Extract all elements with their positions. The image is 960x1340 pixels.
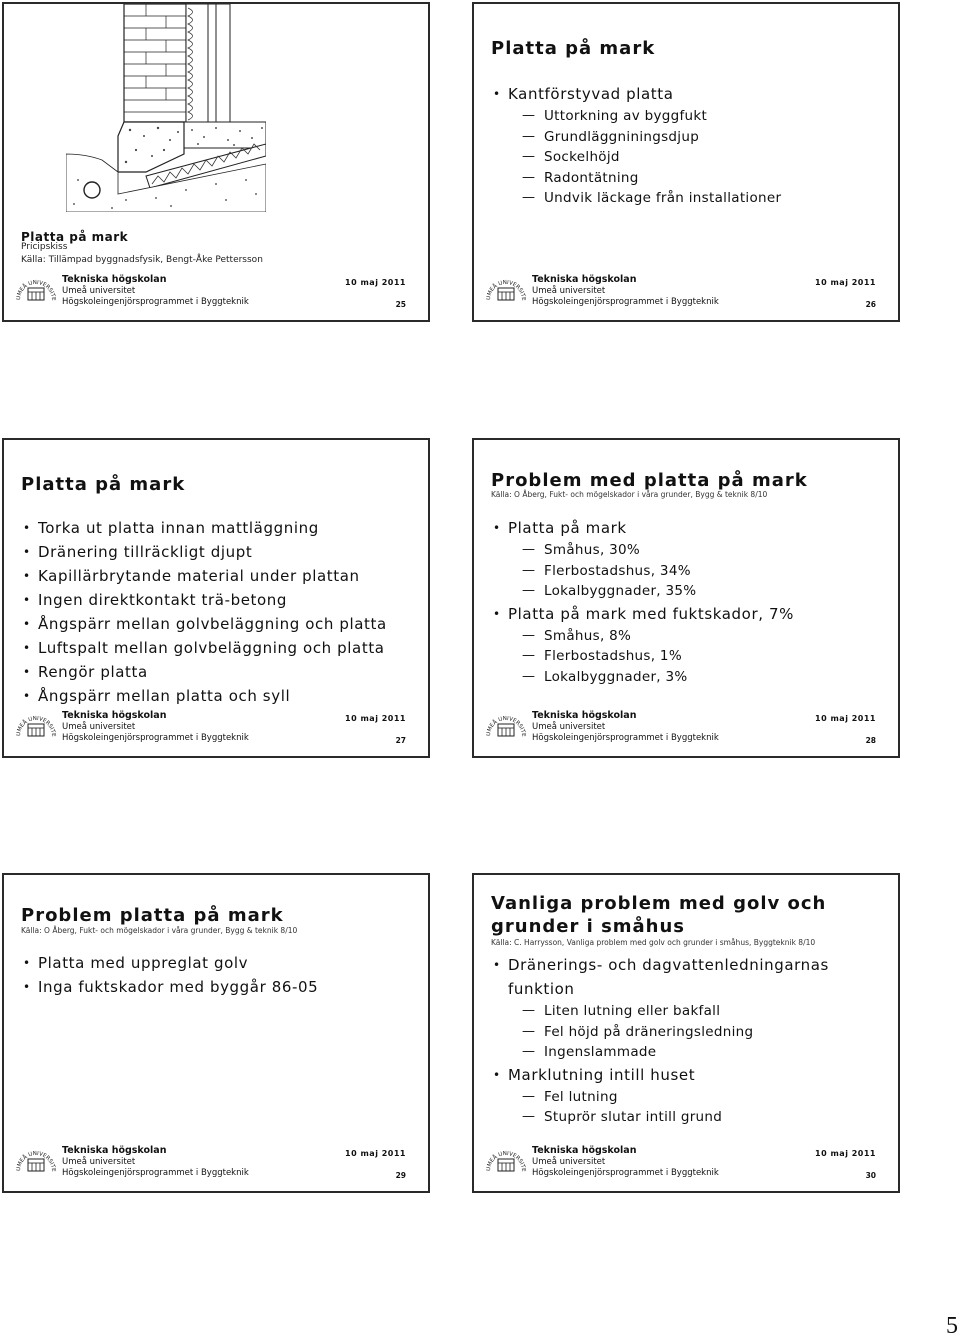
slide-footer xyxy=(474,1139,898,1191)
sub-item: — Grundläggniningsdjup xyxy=(508,127,888,148)
sub-item: — Lokalbyggnader, 35% xyxy=(508,581,888,602)
figure-caption: Pricipskiss xyxy=(21,242,68,252)
sub-item: — Sockelhöjd xyxy=(508,147,888,168)
sub-list xyxy=(508,540,888,602)
bullet-item: • Rengör platta xyxy=(22,660,418,684)
slide-title: Platta på mark xyxy=(491,38,656,59)
svg-text:UMEÅ UNIVERSITET: UMEÅ UNIVERSITE xyxy=(15,1150,57,1172)
bullet-list xyxy=(492,82,888,209)
slide-title-line-2: grunder i småhus xyxy=(491,916,686,937)
page-number: 5 xyxy=(946,1313,958,1339)
sub-item: — Flerbostadshus, 1% xyxy=(508,646,888,667)
bullet-item: • Ångspärr mellan golvbeläggning och platta xyxy=(22,612,418,636)
sub-item: — Småhus, 30% xyxy=(508,540,888,561)
sub-list xyxy=(508,106,888,209)
svg-text:UMEÅ UNIVERSITET: UMEÅ UNIVERSITE xyxy=(15,279,57,301)
university-name: Umeå universitet xyxy=(62,722,136,732)
university-seal-icon xyxy=(14,1143,58,1183)
slide-title: Platta på mark xyxy=(21,230,129,244)
slide-date: 10 maj 2011 xyxy=(345,714,406,723)
bullet-item: • Ångspärr mellan platta och syll xyxy=(22,684,418,708)
bullet-item: • Luftspalt mellan golvbeläggning och platta xyxy=(22,636,418,660)
sub-list xyxy=(508,1087,888,1128)
bullet-item: • Inga fuktskador med byggår 86-05 xyxy=(22,975,418,999)
slide-footer xyxy=(474,704,898,756)
slide-number: 30 xyxy=(865,1171,876,1180)
slide-number: 29 xyxy=(395,1171,406,1180)
sub-item: — Flerbostadshus, 34% xyxy=(508,561,888,582)
sub-list xyxy=(508,1001,888,1063)
svg-text:UMEÅ UNIVERSITET: UMEÅ UNIVERSITE xyxy=(485,279,527,301)
svg-text:UMEÅ UNIVERSITET: UMEÅ UNIVERSITE xyxy=(485,715,527,737)
institution-name: Tekniska högskolan xyxy=(532,274,637,285)
sub-item: — Fel lutning xyxy=(508,1087,888,1108)
svg-text:UMEÅ UNIVERSITET: UMEÅ UNIVERSITE xyxy=(485,1150,527,1172)
program-name: Högskoleingenjörsprogrammet i Byggteknik xyxy=(532,1168,719,1178)
bullet-item: • Ingen direktkontakt trä-betong xyxy=(22,588,418,612)
slide-number: 25 xyxy=(395,300,406,309)
program-name: Högskoleingenjörsprogrammet i Byggteknik xyxy=(62,297,249,307)
sub-item: — Ingenslammade xyxy=(508,1042,888,1063)
university-name: Umeå universitet xyxy=(532,1157,606,1167)
bullet-item: • Platta med uppreglat golv xyxy=(22,951,418,975)
bullet-item: • Platta på mark med fuktskador, 7% — Småhus, 8% — Flerbostadshus, 1% — Lokalbyggnader, 3% xyxy=(492,602,888,688)
university-seal-icon xyxy=(14,272,58,312)
slide-source: Källa: O Åberg, Fukt- och mögelskador i våra grunder, Bygg & teknik 8/10 xyxy=(21,926,298,935)
figure-source: Källa: Tillämpad byggnadsfysik, Bengt-Åke Pettersson xyxy=(21,255,263,265)
university-seal-icon xyxy=(484,708,528,748)
foundation-drawing xyxy=(66,4,266,212)
bullet-item: • Platta på mark — Småhus, 30% — Flerbostadshus, 34% — Lokalbyggnader, 35% xyxy=(492,516,888,602)
sub-item: — Liten lutning eller bakfall xyxy=(508,1001,888,1022)
svg-text:UMEÅ UNIVERSITET: UMEÅ UNIVERSITE xyxy=(15,715,57,737)
sub-list xyxy=(508,626,888,688)
slide-29 xyxy=(2,873,430,1193)
sub-item: — Fel höjd på dräneringsledning xyxy=(508,1022,888,1043)
institution-name: Tekniska högskolan xyxy=(62,1145,167,1156)
slide-27 xyxy=(2,438,430,758)
slide-number: 26 xyxy=(865,300,876,309)
bullet-item: • Dränerings- och dagvattenledningarnas funktion — Liten lutning eller bakfall — Fel höjd på dräneringsledning — Ingenslammade xyxy=(492,953,888,1063)
sub-item: — Undvik läckage från installationer xyxy=(508,188,888,209)
slide-date: 10 maj 2011 xyxy=(815,278,876,287)
bullet-list xyxy=(22,951,418,999)
bullet-item: • Dränering tillräckligt djupt xyxy=(22,540,418,564)
slide-date: 10 maj 2011 xyxy=(815,714,876,723)
sub-item: — Radontätning xyxy=(508,168,888,189)
university-name: Umeå universitet xyxy=(62,286,136,296)
slide-footer xyxy=(474,268,898,320)
slide-footer xyxy=(4,1139,428,1191)
slide-title-line-1: Vanliga problem med golv och xyxy=(491,893,827,914)
sub-item: — Lokalbyggnader, 3% xyxy=(508,667,888,688)
bullet-list xyxy=(492,516,888,687)
institution-name: Tekniska högskolan xyxy=(532,710,637,721)
institution-name: Tekniska högskolan xyxy=(532,1145,637,1156)
university-seal-icon xyxy=(484,1143,528,1183)
program-name: Högskoleingenjörsprogrammet i Byggteknik xyxy=(532,297,719,307)
sub-item: — Uttorkning av byggfukt xyxy=(508,106,888,127)
slide-title: Problem med platta på mark xyxy=(491,470,808,491)
program-name: Högskoleingenjörsprogrammet i Byggteknik xyxy=(532,733,719,743)
program-name: Högskoleingenjörsprogrammet i Byggteknik xyxy=(62,1168,249,1178)
university-name: Umeå universitet xyxy=(532,722,606,732)
slide-date: 10 maj 2011 xyxy=(345,1149,406,1158)
program-name: Högskoleingenjörsprogrammet i Byggteknik xyxy=(62,733,249,743)
bullet-item: • Marklutning intill huset — Fel lutning — Stuprör slutar intill grund xyxy=(492,1063,888,1128)
university-name: Umeå universitet xyxy=(532,286,606,296)
university-seal-icon xyxy=(14,708,58,748)
slide-title: Problem platta på mark xyxy=(21,905,284,926)
university-seal-icon xyxy=(484,272,528,312)
slide-number: 27 xyxy=(395,736,406,745)
sub-item: — Stuprör slutar intill grund xyxy=(508,1107,888,1128)
bullet-item: • Kapillärbrytande material under plattan xyxy=(22,564,418,588)
bullet-list xyxy=(22,516,418,708)
slide-25 xyxy=(2,2,430,322)
slide-26 xyxy=(472,2,900,322)
slide-30 xyxy=(472,873,900,1193)
university-name: Umeå universitet xyxy=(62,1157,136,1167)
slide-footer xyxy=(4,704,428,756)
slide-28 xyxy=(472,438,900,758)
institution-name: Tekniska högskolan xyxy=(62,710,167,721)
slide-footer xyxy=(4,268,428,320)
slide-number: 28 xyxy=(865,736,876,745)
bullet-item: • Torka ut platta innan mattläggning xyxy=(22,516,418,540)
slide-source: Källa: O Åberg, Fukt- och mögelskador i våra grunder, Bygg & teknik 8/10 xyxy=(491,490,768,499)
slide-source: Källa: C. Harrysson, Vanliga problem med golv och grunder i småhus, Byggteknik 8/10 xyxy=(491,938,816,947)
slide-title: Platta på mark xyxy=(21,474,186,495)
slide-date: 10 maj 2011 xyxy=(345,278,406,287)
bullet-list xyxy=(492,953,888,1128)
slide-date: 10 maj 2011 xyxy=(815,1149,876,1158)
bullet-item: • Kantförstyvad platta — Uttorkning av byggfukt — Grundläggniningsdjup — Sockelhöjd — Radontätning — Undvik läckage från installationer xyxy=(492,82,888,209)
sub-item: — Småhus, 8% xyxy=(508,626,888,647)
institution-name: Tekniska högskolan xyxy=(62,274,167,285)
